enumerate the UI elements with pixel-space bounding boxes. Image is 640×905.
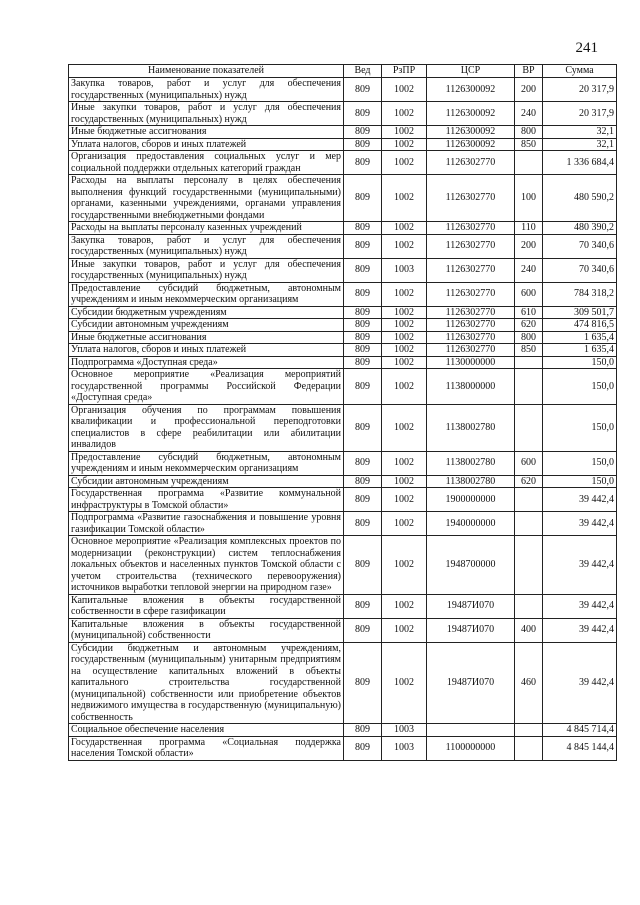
row-vr-cell: 400 bbox=[515, 618, 543, 642]
row-name-cell: Организация обучения по программам повышения квалификации и профессиональной переподготовки специалистов в сфере реабилитации или абилитации инвалидов bbox=[69, 404, 344, 451]
row-rzpr-cell: 1002 bbox=[382, 151, 427, 175]
row-vr-cell bbox=[515, 594, 543, 618]
row-ved-cell: 809 bbox=[344, 356, 382, 369]
row-csr-cell: 1940000000 bbox=[427, 512, 515, 536]
row-ved-cell: 809 bbox=[344, 151, 382, 175]
row-name-cell: Закупка товаров, работ и услуг для обеспечения государственных (муниципальных) нужд bbox=[69, 234, 344, 258]
row-ved-cell: 809 bbox=[344, 175, 382, 222]
table-row bbox=[69, 126, 617, 139]
row-ved-cell: 809 bbox=[344, 488, 382, 512]
row-sum-cell: 32,1 bbox=[543, 138, 617, 151]
row-sum-cell: 32,1 bbox=[543, 126, 617, 139]
row-sum-cell: 20 317,9 bbox=[543, 102, 617, 126]
row-vr-cell bbox=[515, 356, 543, 369]
row-csr-cell: 1126302770 bbox=[427, 258, 515, 282]
table-row bbox=[69, 234, 617, 258]
row-vr-cell bbox=[515, 404, 543, 451]
row-rzpr-cell: 1002 bbox=[382, 594, 427, 618]
row-name-cell: Иные бюджетные ассигнования bbox=[69, 331, 344, 344]
row-vr-cell bbox=[515, 736, 543, 760]
row-vr-cell: 850 bbox=[515, 344, 543, 357]
row-sum-cell: 480 390,2 bbox=[543, 222, 617, 235]
row-name-cell: Расходы на выплаты персоналу казенных учреждений bbox=[69, 222, 344, 235]
table-row bbox=[69, 331, 617, 344]
row-csr-cell: 1126302770 bbox=[427, 331, 515, 344]
table-row bbox=[69, 222, 617, 235]
row-ved-cell: 809 bbox=[344, 234, 382, 258]
row-name-cell: Основное мероприятие «Реализация мероприятий государственной программы Российской Федерации «Доступная среда» bbox=[69, 369, 344, 405]
row-csr-cell: 1126300092 bbox=[427, 78, 515, 102]
row-ved-cell: 809 bbox=[344, 344, 382, 357]
row-sum-cell: 70 340,6 bbox=[543, 258, 617, 282]
row-name-cell: Подпрограмма «Развитие газоснабжения и повышение уровня газификации Томской области» bbox=[69, 512, 344, 536]
table-row bbox=[69, 258, 617, 282]
header-sum: Сумма bbox=[543, 65, 617, 78]
table-row bbox=[69, 488, 617, 512]
row-csr-cell: 1126302770 bbox=[427, 175, 515, 222]
row-rzpr-cell: 1002 bbox=[382, 512, 427, 536]
row-ved-cell: 809 bbox=[344, 78, 382, 102]
row-vr-cell: 110 bbox=[515, 222, 543, 235]
row-ved-cell: 809 bbox=[344, 451, 382, 475]
header-csr: ЦСР bbox=[427, 65, 515, 78]
row-name-cell: Иные закупки товаров, работ и услуг для обеспечения государственных (муниципальных) нужд bbox=[69, 102, 344, 126]
table-row bbox=[69, 369, 617, 405]
row-csr-cell: 19487И070 bbox=[427, 618, 515, 642]
row-csr-cell: 1130000000 bbox=[427, 356, 515, 369]
row-name-cell: Социальное обеспечение населения bbox=[69, 724, 344, 737]
row-ved-cell: 809 bbox=[344, 736, 382, 760]
row-rzpr-cell: 1002 bbox=[382, 306, 427, 319]
row-rzpr-cell: 1002 bbox=[382, 319, 427, 332]
row-vr-cell: 620 bbox=[515, 319, 543, 332]
row-name-cell: Субсидии автономным учреждениям bbox=[69, 475, 344, 488]
row-ved-cell: 809 bbox=[344, 126, 382, 139]
table-row bbox=[69, 344, 617, 357]
row-name-cell: Закупка товаров, работ и услуг для обеспечения государственных (муниципальных) нужд bbox=[69, 78, 344, 102]
row-name-cell: Государственная программа «Развитие коммунальной инфраструктуры в Томской области» bbox=[69, 488, 344, 512]
row-name-cell: Иные закупки товаров, работ и услуг для обеспечения государственных (муниципальных) нужд bbox=[69, 258, 344, 282]
row-csr-cell bbox=[427, 724, 515, 737]
row-csr-cell: 1138000000 bbox=[427, 369, 515, 405]
row-rzpr-cell: 1002 bbox=[382, 475, 427, 488]
budget-table bbox=[68, 64, 617, 761]
row-csr-cell: 1126302770 bbox=[427, 344, 515, 357]
row-vr-cell: 620 bbox=[515, 475, 543, 488]
row-vr-cell: 240 bbox=[515, 102, 543, 126]
row-sum-cell: 150,0 bbox=[543, 369, 617, 405]
row-rzpr-cell: 1002 bbox=[382, 356, 427, 369]
table-row bbox=[69, 102, 617, 126]
row-csr-cell: 1138002780 bbox=[427, 451, 515, 475]
row-csr-cell: 1126302770 bbox=[427, 222, 515, 235]
row-csr-cell: 1126302770 bbox=[427, 306, 515, 319]
row-sum-cell: 39 442,4 bbox=[543, 594, 617, 618]
row-rzpr-cell: 1002 bbox=[382, 642, 427, 724]
row-vr-cell bbox=[515, 724, 543, 737]
row-name-cell: Капитальные вложения в объекты государственной собственности в сфере газификации bbox=[69, 594, 344, 618]
table-row bbox=[69, 618, 617, 642]
row-name-cell: Субсидии бюджетным учреждениям bbox=[69, 306, 344, 319]
table-row bbox=[69, 404, 617, 451]
row-ved-cell: 809 bbox=[344, 331, 382, 344]
row-vr-cell: 200 bbox=[515, 78, 543, 102]
row-name-cell: Субсидии автономным учреждениям bbox=[69, 319, 344, 332]
row-name-cell: Субсидии бюджетным и автономным учреждениям, государственным (муниципальным) унитарным предприятиям на осуществление капитальных вложений в объекты капитального строительства государственной (муниципальной) собственности или приобретение объектов недвижимого имущества в государственную (муниципальную) собственность bbox=[69, 642, 344, 724]
row-vr-cell bbox=[515, 369, 543, 405]
row-sum-cell: 4 845 714,4 bbox=[543, 724, 617, 737]
row-ved-cell: 809 bbox=[344, 319, 382, 332]
row-sum-cell: 39 442,4 bbox=[543, 488, 617, 512]
table-row bbox=[69, 78, 617, 102]
table-row bbox=[69, 536, 617, 595]
header-row bbox=[69, 65, 617, 78]
row-vr-cell bbox=[515, 512, 543, 536]
row-sum-cell: 70 340,6 bbox=[543, 234, 617, 258]
row-rzpr-cell: 1002 bbox=[382, 78, 427, 102]
row-ved-cell: 809 bbox=[344, 306, 382, 319]
row-rzpr-cell: 1002 bbox=[382, 488, 427, 512]
header-vr: ВР bbox=[515, 65, 543, 78]
row-sum-cell: 39 442,4 bbox=[543, 618, 617, 642]
row-name-cell: Государственная программа «Социальная поддержка населения Томской области» bbox=[69, 736, 344, 760]
row-vr-cell: 610 bbox=[515, 306, 543, 319]
row-sum-cell: 150,0 bbox=[543, 451, 617, 475]
row-rzpr-cell: 1002 bbox=[382, 175, 427, 222]
row-csr-cell: 1126302770 bbox=[427, 319, 515, 332]
row-ved-cell: 809 bbox=[344, 536, 382, 595]
row-sum-cell: 474 816,5 bbox=[543, 319, 617, 332]
row-rzpr-cell: 1002 bbox=[382, 126, 427, 139]
table-row bbox=[69, 319, 617, 332]
table-row bbox=[69, 306, 617, 319]
row-rzpr-cell: 1002 bbox=[382, 451, 427, 475]
row-csr-cell: 1126300092 bbox=[427, 102, 515, 126]
row-sum-cell: 20 317,9 bbox=[543, 78, 617, 102]
row-ved-cell: 809 bbox=[344, 642, 382, 724]
row-ved-cell: 809 bbox=[344, 404, 382, 451]
row-ved-cell: 809 bbox=[344, 222, 382, 235]
row-csr-cell: 1138002780 bbox=[427, 475, 515, 488]
table-row bbox=[69, 175, 617, 222]
row-rzpr-cell: 1002 bbox=[382, 138, 427, 151]
row-rzpr-cell: 1002 bbox=[382, 618, 427, 642]
table-row bbox=[69, 736, 617, 760]
row-sum-cell: 150,0 bbox=[543, 356, 617, 369]
row-rzpr-cell: 1003 bbox=[382, 258, 427, 282]
header-name: Наименование показателей bbox=[69, 65, 344, 78]
row-vr-cell bbox=[515, 536, 543, 595]
table-row bbox=[69, 138, 617, 151]
row-name-cell: Подпрограмма «Доступная среда» bbox=[69, 356, 344, 369]
row-sum-cell: 1 336 684,4 bbox=[543, 151, 617, 175]
table-row bbox=[69, 356, 617, 369]
row-sum-cell: 150,0 bbox=[543, 475, 617, 488]
row-sum-cell: 39 442,4 bbox=[543, 642, 617, 724]
row-sum-cell: 1 635,4 bbox=[543, 344, 617, 357]
row-name-cell: Расходы на выплаты персоналу в целях обеспечения выполнения функций государственными (муниципальными) органами, казенными учреждениями, органами управления государственными внебюджетными фондами bbox=[69, 175, 344, 222]
row-ved-cell: 809 bbox=[344, 138, 382, 151]
row-ved-cell: 809 bbox=[344, 724, 382, 737]
row-csr-cell: 1126302770 bbox=[427, 234, 515, 258]
row-csr-cell: 19487И070 bbox=[427, 642, 515, 724]
row-csr-cell: 1126300092 bbox=[427, 138, 515, 151]
row-rzpr-cell: 1002 bbox=[382, 282, 427, 306]
row-csr-cell: 1126302770 bbox=[427, 282, 515, 306]
row-rzpr-cell: 1002 bbox=[382, 536, 427, 595]
page-number: 241 bbox=[575, 40, 598, 56]
row-ved-cell: 809 bbox=[344, 282, 382, 306]
row-rzpr-cell: 1003 bbox=[382, 736, 427, 760]
row-rzpr-cell: 1002 bbox=[382, 102, 427, 126]
table-row bbox=[69, 451, 617, 475]
row-vr-cell: 600 bbox=[515, 282, 543, 306]
row-name-cell: Уплата налогов, сборов и иных платежей bbox=[69, 344, 344, 357]
row-sum-cell: 309 501,7 bbox=[543, 306, 617, 319]
row-sum-cell: 39 442,4 bbox=[543, 512, 617, 536]
row-vr-cell: 240 bbox=[515, 258, 543, 282]
row-vr-cell: 200 bbox=[515, 234, 543, 258]
row-vr-cell: 600 bbox=[515, 451, 543, 475]
row-vr-cell: 850 bbox=[515, 138, 543, 151]
header-ved: Вед bbox=[344, 65, 382, 78]
row-csr-cell: 1100000000 bbox=[427, 736, 515, 760]
row-csr-cell: 1138002780 bbox=[427, 404, 515, 451]
row-rzpr-cell: 1002 bbox=[382, 222, 427, 235]
row-csr-cell: 1948700000 bbox=[427, 536, 515, 595]
row-sum-cell: 480 590,2 bbox=[543, 175, 617, 222]
row-name-cell: Уплата налогов, сборов и иных платежей bbox=[69, 138, 344, 151]
header-rzpr: РзПР bbox=[382, 65, 427, 78]
row-ved-cell: 809 bbox=[344, 102, 382, 126]
row-name-cell: Капитальные вложения в объекты государственной (муниципальной) собственности bbox=[69, 618, 344, 642]
row-rzpr-cell: 1002 bbox=[382, 369, 427, 405]
row-rzpr-cell: 1002 bbox=[382, 331, 427, 344]
row-name-cell: Предоставление субсидий бюджетным, автономным учреждениям и иным некоммерческим организациям bbox=[69, 451, 344, 475]
row-ved-cell: 809 bbox=[344, 594, 382, 618]
row-sum-cell: 1 635,4 bbox=[543, 331, 617, 344]
row-vr-cell bbox=[515, 151, 543, 175]
row-rzpr-cell: 1002 bbox=[382, 344, 427, 357]
row-sum-cell: 150,0 bbox=[543, 404, 617, 451]
row-vr-cell: 800 bbox=[515, 126, 543, 139]
row-vr-cell: 100 bbox=[515, 175, 543, 222]
row-name-cell: Организация предоставления социальных услуг и мер социальной поддержки отдельных категорий граждан bbox=[69, 151, 344, 175]
table-row bbox=[69, 151, 617, 175]
table-row bbox=[69, 282, 617, 306]
row-ved-cell: 809 bbox=[344, 512, 382, 536]
row-ved-cell: 809 bbox=[344, 369, 382, 405]
row-csr-cell: 1900000000 bbox=[427, 488, 515, 512]
table-row bbox=[69, 642, 617, 724]
row-sum-cell: 39 442,4 bbox=[543, 536, 617, 595]
row-ved-cell: 809 bbox=[344, 258, 382, 282]
row-ved-cell: 809 bbox=[344, 475, 382, 488]
row-rzpr-cell: 1002 bbox=[382, 234, 427, 258]
row-vr-cell bbox=[515, 488, 543, 512]
row-sum-cell: 784 318,2 bbox=[543, 282, 617, 306]
row-name-cell: Основное мероприятие «Реализация комплексных проектов по модернизации (реконструкции) систем теплоснабжения локальных объектов и населенных пунктов Томской области с учетом строительства (технического перевооружения) источников выработки тепловой энергии на природном газе» bbox=[69, 536, 344, 595]
table-row bbox=[69, 512, 617, 536]
row-ved-cell: 809 bbox=[344, 618, 382, 642]
row-csr-cell: 19487И070 bbox=[427, 594, 515, 618]
table-row bbox=[69, 594, 617, 618]
row-rzpr-cell: 1003 bbox=[382, 724, 427, 737]
row-vr-cell: 800 bbox=[515, 331, 543, 344]
row-sum-cell: 4 845 144,4 bbox=[543, 736, 617, 760]
row-csr-cell: 1126300092 bbox=[427, 126, 515, 139]
row-csr-cell: 1126302770 bbox=[427, 151, 515, 175]
table-row bbox=[69, 724, 617, 737]
row-name-cell: Иные бюджетные ассигнования bbox=[69, 126, 344, 139]
row-name-cell: Предоставление субсидий бюджетным, автономным учреждениям и иным некоммерческим организациям bbox=[69, 282, 344, 306]
table-row bbox=[69, 475, 617, 488]
row-vr-cell: 460 bbox=[515, 642, 543, 724]
row-rzpr-cell: 1002 bbox=[382, 404, 427, 451]
